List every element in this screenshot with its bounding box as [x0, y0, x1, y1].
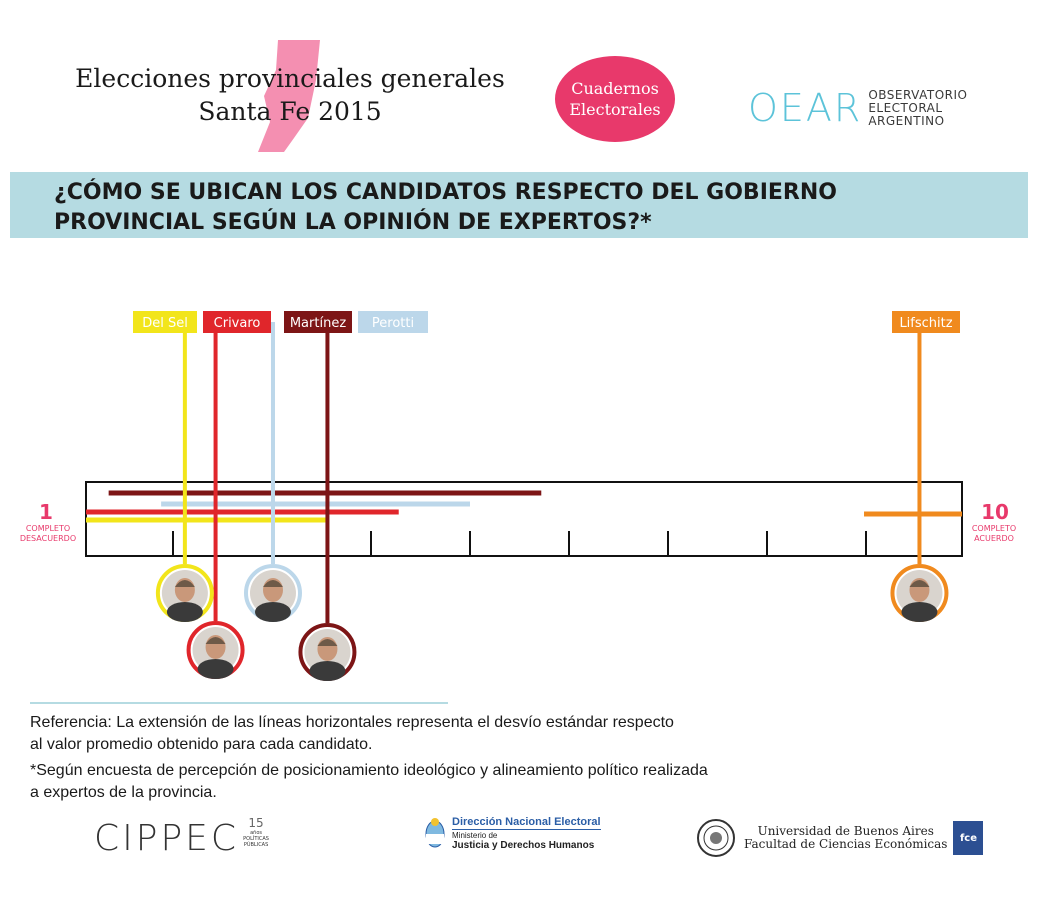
label-del-sel: Del Sel: [142, 316, 188, 331]
oear-line2: ELECTORAL: [868, 100, 943, 115]
header-title-line1: Elecciones provinciales generales: [75, 64, 505, 93]
scale-max-caption-line1: COMPLETO: [971, 524, 1017, 533]
avatar-del-sel: [158, 566, 212, 622]
question-line1: ¿CÓMO SE UBICAN LOS CANDIDATOS RESPECTO DEL GOBIERNO: [54, 180, 837, 205]
scale-min-caption-line2: DESACUERDO: [19, 534, 77, 543]
cippec-years-badge: [241, 816, 271, 848]
reference-note: [30, 712, 930, 808]
cippec-small-text1: POLÍTICAS: [243, 835, 269, 842]
scale-max-label: 10: [981, 500, 1009, 524]
avatar-crivaro: [189, 623, 243, 679]
dne-sub1: Ministerio de: [452, 831, 498, 840]
uba-line2: Facultad de Ciencias Económicas: [744, 837, 948, 851]
uba-text: [744, 825, 947, 851]
badge-line2: Electorales: [569, 100, 661, 119]
cippec-word: CIPPEC: [94, 818, 240, 859]
cippec-logo: [94, 815, 271, 859]
cippec-small-text2: PÚBLICAS: [243, 841, 269, 848]
label-crivaro: Crivaro: [213, 316, 261, 331]
avatar-perotti: [246, 566, 300, 622]
cippec-years-number: 15: [248, 815, 264, 830]
dne-sub2: Justicia y Derechos Humanos: [452, 840, 595, 851]
label-perotti: Perotti: [371, 316, 415, 331]
reference-line2: al valor promedio obtenido para cada candidato.: [30, 736, 373, 753]
oear-line1: OBSERVATORIO: [868, 87, 968, 102]
reference-line1: Referencia: La extensión de las líneas horizontales representa el desvío estándar respecto: [30, 714, 674, 731]
question-line2: PROVINCIAL SEGÚN LA OPINIÓN DE EXPERTOS?*: [54, 210, 652, 235]
oear-line3: ARGENTINO: [868, 113, 945, 128]
dne-text: [452, 816, 601, 851]
dne-logo: [424, 816, 601, 851]
fce-logo: fce: [953, 821, 983, 855]
reference-line4: a expertos de la provincia.: [30, 784, 217, 801]
avatar-martinez: [300, 625, 354, 681]
reference-divider: [30, 702, 448, 704]
label-lifschitz: Lifschitz: [899, 316, 953, 331]
argentina-shield-icon: [424, 816, 446, 850]
scale-min-label: 1: [39, 500, 53, 524]
label-martinez: Martínez: [289, 316, 347, 331]
dne-title: Dirección Nacional Electoral: [452, 816, 601, 828]
avatar-lifschitz: [892, 566, 946, 622]
scale-max-caption-line2: ACUERDO: [974, 534, 1014, 543]
uba-seal-icon: [696, 818, 736, 858]
badge-line1: Cuadernos: [571, 79, 659, 98]
uba-logo: [696, 818, 983, 858]
header-title-line2: Santa Fe 2015: [198, 97, 382, 126]
uba-line1: Universidad de Buenos Aires: [757, 824, 934, 838]
oear-mark: OEAR: [748, 86, 863, 130]
reference-line3: *Según encuesta de percepción de posicionamiento ideológico y alineamiento político realizada: [30, 762, 708, 779]
scale-min-caption-line1: COMPLETO: [25, 524, 71, 533]
cippec-years-text: años: [250, 829, 263, 836]
